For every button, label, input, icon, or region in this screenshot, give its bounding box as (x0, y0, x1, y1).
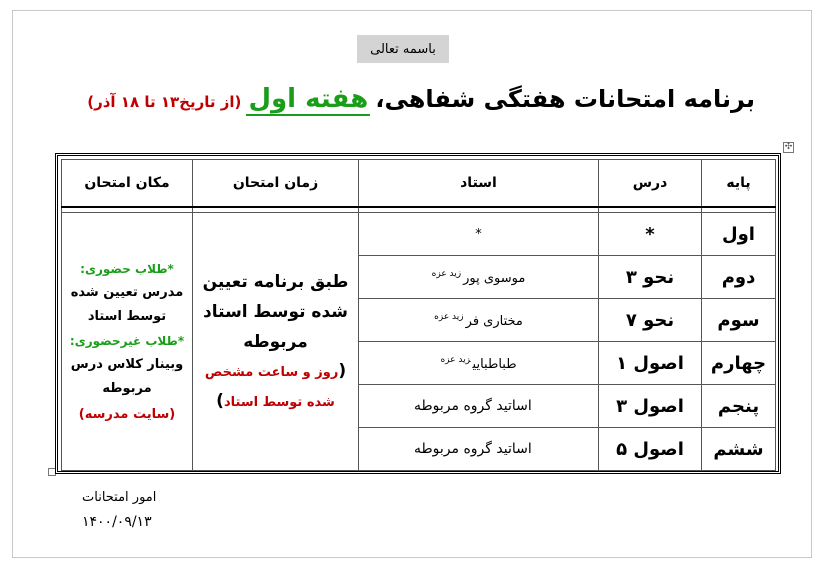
title-week: هفته اول (248, 84, 369, 114)
cell-grade: سوم (702, 299, 776, 342)
place-inperson-label: *طلاب حضوری: (80, 261, 174, 276)
cell-lesson: * (599, 213, 702, 256)
title-date-range: (از تاریخ۱۳ تا ۱۸ آذر) (87, 93, 242, 111)
heading-box (357, 35, 449, 63)
page-title (55, 84, 755, 128)
time-paren-open: ( (338, 360, 347, 381)
cell-lesson: نحو ۷ (599, 299, 702, 342)
teacher-honorific: زید عزه (431, 268, 462, 279)
header-lesson: درس (599, 160, 702, 208)
cell-teacher (359, 385, 599, 428)
time-paren-close: ) (216, 390, 224, 411)
table-move-handle-icon[interactable]: ✣ (784, 142, 793, 152)
title-main: برنامه امتحانات هفتگی شفاهی، (375, 85, 755, 113)
teacher-name: موسوی پور (463, 270, 526, 286)
cell-grade: دوم (702, 256, 776, 299)
header-grade: پایه (702, 160, 776, 208)
place-site: سایت مدرسه (84, 406, 170, 422)
cell-grade: ششم (702, 428, 776, 471)
cell-grade: پنجم (702, 385, 776, 428)
cell-lesson: اصول ۵ (599, 428, 702, 471)
cell-lesson: اصول ۱ (599, 342, 702, 385)
cell-exam-place (62, 213, 193, 471)
cell-teacher (359, 256, 599, 299)
heading-text: باسمه تعالی (370, 41, 436, 57)
footer-office: امور امتحانات (82, 490, 157, 505)
teacher-name: مختاری فر (465, 313, 523, 329)
teacher-honorific: زید عزه (440, 354, 471, 365)
cell-teacher (359, 342, 599, 385)
cell-exam-time (193, 213, 359, 471)
place-paren-close: ) (78, 406, 85, 422)
cell-teacher (359, 213, 599, 256)
exam-table-frame (55, 153, 781, 474)
teacher-name: اساتید گروه مربوطه (414, 398, 532, 414)
footer-date: ۱۴۰۰/۰۹/۱۳ (82, 514, 152, 530)
place-inperson-text: مدرس تعیین شده توسط استاد (70, 284, 184, 324)
table-row (62, 213, 776, 256)
teacher-name: اساتید گروه مربوطه (414, 441, 532, 457)
place-online-label: *طلاب غیرحضوری: (69, 333, 185, 348)
exam-table (61, 159, 776, 471)
teacher-name: * (475, 226, 482, 242)
cell-lesson: نحو ۳ (599, 256, 702, 299)
cell-teacher (359, 299, 599, 342)
time-main-text: طبق برنامه تعیین شده توسط استاد مربوطه (202, 271, 349, 352)
cell-teacher (359, 428, 599, 471)
header-teacher: استاد (359, 160, 599, 208)
place-online-text: وبینار کلاس درس مربوطه (70, 356, 184, 396)
cell-grade: چهارم (702, 342, 776, 385)
cell-grade: اول (702, 213, 776, 256)
teacher-honorific: زید عزه (434, 311, 464, 322)
table-header-row (62, 160, 776, 208)
time-note-text: روز و ساعت مشخص شده توسط استاد (204, 364, 339, 410)
header-time: زمان امتحان (193, 160, 359, 208)
place-paren-open: ( (169, 406, 176, 422)
cell-lesson: اصول ۳ (599, 385, 702, 428)
teacher-name: طباطبایی (472, 356, 517, 372)
header-place: مکان امتحان (62, 160, 193, 208)
